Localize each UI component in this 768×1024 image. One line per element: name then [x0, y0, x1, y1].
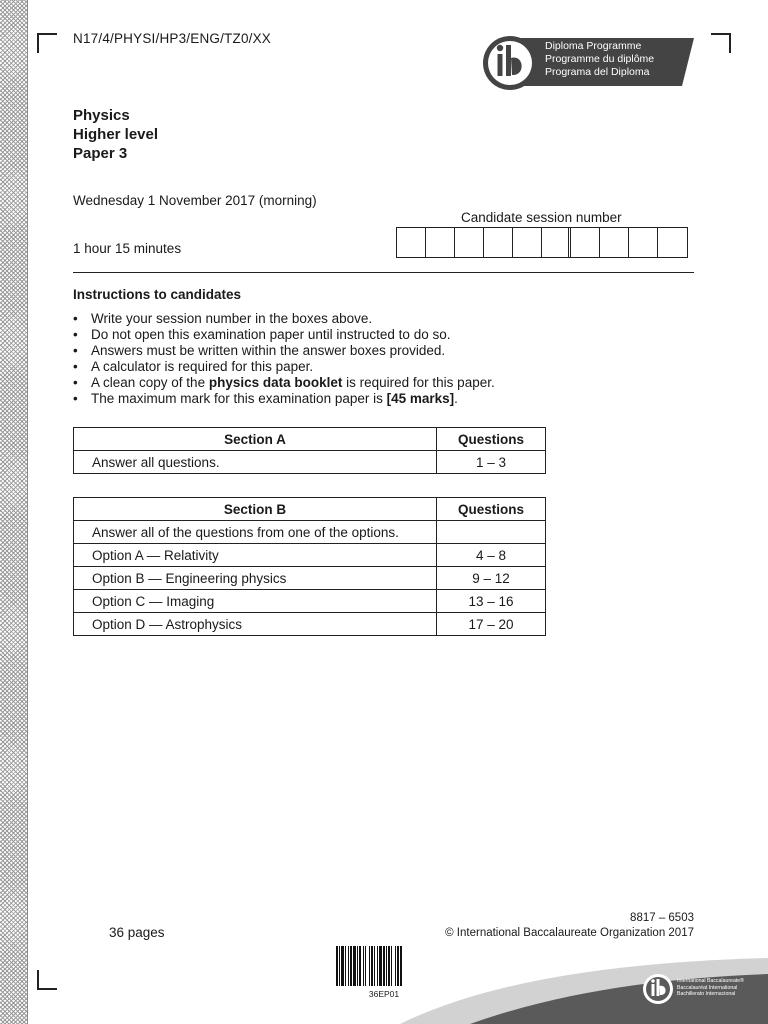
question-range: 4 – 8: [437, 544, 546, 567]
page-count: 36 pages: [109, 925, 165, 940]
table-header-row: [74, 428, 546, 451]
instruction-item: [73, 375, 495, 391]
section-b-header: Section B: [74, 498, 437, 521]
instruction-text: .: [454, 391, 458, 406]
table-row: [74, 590, 546, 613]
paper-reference: 8817 – 6503: [630, 912, 694, 924]
barcode-bar: [365, 946, 366, 986]
instruction-item: • Write your session number in the boxes above.: [73, 311, 495, 327]
table-header-row: [74, 498, 546, 521]
barcode-bar: [345, 946, 346, 986]
option-name: Option D — Astrophysics: [74, 613, 437, 636]
divider-line: [73, 272, 694, 273]
instruction-emphasis: [45 marks]: [386, 391, 455, 406]
barcode-bar: [388, 946, 390, 986]
session-digit-box[interactable]: [629, 228, 658, 257]
barcode-bar: [395, 946, 396, 986]
section-description: Answer all of the questions from one of the options.: [74, 521, 437, 544]
ibo-line: International Baccalaureate®: [677, 978, 744, 984]
instruction-text: The maximum mark for this examination paper is: [91, 391, 387, 406]
barcode-bar: [350, 946, 352, 986]
candidate-session-label: Candidate session number: [461, 210, 622, 225]
instruction-text: is required for this paper.: [342, 375, 495, 390]
instruction-item: • Do not open this examination paper until instructed to do so.: [73, 327, 495, 343]
barcode-bar: [336, 946, 338, 986]
barcode-bar: [348, 946, 349, 986]
table-row: [74, 613, 546, 636]
barcode-bar: [359, 946, 361, 986]
barcode-bar: [374, 946, 375, 986]
paper-code: N17/4/PHYSI/HP3/ENG/TZ0/XX: [73, 31, 272, 46]
subject-heading: [73, 106, 158, 163]
instructions-list: [73, 311, 495, 407]
question-range: 1 – 3: [437, 451, 546, 474]
barcode-bar: [341, 946, 344, 986]
questions-header: Questions: [437, 428, 546, 451]
copyright-notice: © International Baccalaureate Organization 2017: [445, 927, 694, 939]
page-edge-pattern: [0, 0, 28, 1024]
logo-line: Programme du diplôme: [545, 53, 655, 65]
session-digit-box[interactable]: [571, 228, 600, 257]
question-range: 17 – 20: [437, 613, 546, 636]
barcode-bar: [357, 946, 358, 986]
barcode-bar: [379, 946, 382, 986]
question-range: 13 – 16: [437, 590, 546, 613]
barcode-bar: [339, 946, 340, 986]
session-digit-box[interactable]: [513, 228, 542, 257]
section-description: Answer all questions.: [74, 451, 437, 474]
ibo-logo-lines: [677, 978, 744, 998]
section-a-table: [73, 427, 546, 474]
crop-mark-bottom-left: [37, 970, 57, 990]
paper-number: Paper 3: [73, 145, 128, 162]
instructions-title: Instructions to candidates: [73, 287, 242, 302]
barcode-bar: [377, 946, 378, 986]
subject-level: Higher level: [73, 126, 159, 143]
candidate-session-number-boxes: [396, 227, 688, 258]
barcode-bar: [397, 946, 399, 986]
barcode-bar: [353, 946, 356, 986]
session-digit-box[interactable]: [426, 228, 455, 257]
session-digit-box[interactable]: [484, 228, 513, 257]
instruction-item: [73, 391, 495, 407]
session-digit-box[interactable]: [397, 228, 426, 257]
questions-header: Questions: [437, 498, 546, 521]
option-name: Option C — Imaging: [74, 590, 437, 613]
option-name: Option A — Relativity: [74, 544, 437, 567]
instruction-text: A clean copy of the: [91, 375, 209, 390]
instruction-item: • A calculator is required for this paper.: [73, 359, 495, 375]
barcode-bar: [371, 946, 373, 986]
session-digit-box[interactable]: [600, 228, 629, 257]
barcode-bar: [363, 946, 364, 986]
section-b-table: [73, 497, 546, 636]
session-digit-box[interactable]: [658, 228, 687, 257]
instruction-emphasis: physics data booklet: [208, 375, 343, 390]
section-a-header: Section A: [74, 428, 437, 451]
session-digit-box[interactable]: [455, 228, 484, 257]
ibo-line: Bachillerato Internacional: [677, 991, 736, 998]
barcode-bar: [391, 946, 392, 986]
barcode-label: 36EP01: [368, 989, 400, 999]
barcode-bar: [383, 946, 385, 986]
logo-line: Programa del Diploma: [545, 66, 650, 78]
table-row: [74, 521, 546, 544]
table-row: [74, 544, 546, 567]
instruction-item: • Answers must be written within the answer boxes provided.: [73, 343, 495, 359]
exam-duration: 1 hour 15 minutes: [73, 241, 182, 256]
logo-line: Diploma Programme: [545, 40, 642, 52]
logo-programme-lines: [545, 40, 654, 79]
exam-date: Wednesday 1 November 2017 (morning): [73, 193, 317, 208]
table-row: [74, 451, 546, 474]
subject-name: Physics: [73, 107, 130, 124]
question-range: 9 – 12: [437, 567, 546, 590]
question-range: [437, 521, 546, 544]
ibo-line: Baccalauréat International: [677, 984, 738, 991]
barcode-bar: [369, 946, 370, 986]
crop-mark-top-left: [37, 33, 57, 53]
table-row: [74, 567, 546, 590]
barcode-bar: [386, 946, 387, 986]
crop-mark-top-right: [711, 33, 731, 53]
session-digit-box[interactable]: [542, 228, 571, 257]
option-name: Option B — Engineering physics: [74, 567, 437, 590]
